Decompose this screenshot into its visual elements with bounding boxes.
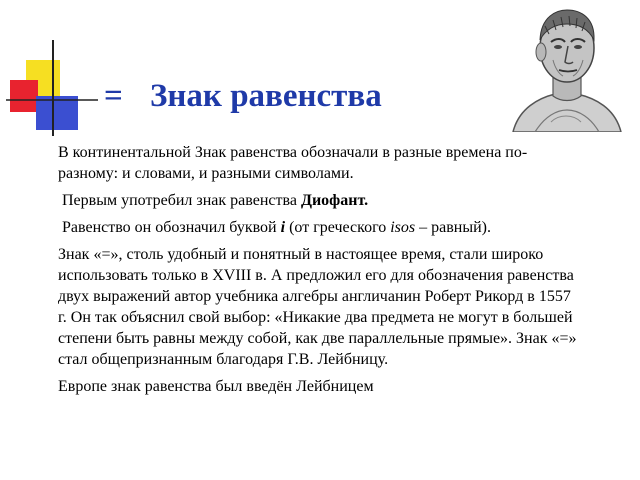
paragraph-isos-prefix: Равенство он обозначил буквой [62,219,281,236]
slide-title [104,76,382,116]
paragraph-diophantus [58,190,578,211]
word-isos: isos [390,219,416,236]
deco-blue-square [36,96,78,130]
paragraph-leibniz-text: Европе знак равенства был введён Лейбницем [58,378,374,395]
paragraph-isos-suffix: – равный). [415,219,491,236]
paragraph-recorde-text: Знак «=», столь удобный и понятный в настоящее время, стали широко использовать только в XVIII в. А предложил его для обозначения равенства двух выражений автор учебника алгебры англичанин Роберт Рикорд в 1557 г. Он так объяснил свой выбор: «Никакие два предмета не могут в большей степени быть равны между собой, как две параллельные прямые». Знак «=» стал общепризнанным благодаря Г.В. Лейбницу. [58,246,577,368]
corner-decoration [0,0,100,140]
diophantus-portrait [505,0,627,132]
title-equals-sign: = [104,78,123,114]
paragraph-isos [58,217,578,238]
letter-i: i [280,219,286,236]
paragraph-continental [58,142,578,184]
paragraph-continental-text: В континентальной Знак равенства обозначали в разные времена по- разному: и словами, и разными символами. [58,144,528,182]
slide-body [58,142,578,403]
title-text: Знак равенства [150,78,382,114]
diophantus-name: Диофант. [300,192,369,209]
deco-red-square [10,80,38,112]
paragraph-leibniz [58,376,578,397]
paragraph-recorde [58,244,578,370]
paragraph-diophantus-text: Первым употребил знак равенства [62,192,301,209]
paragraph-isos-middle: (от греческого [285,219,391,236]
